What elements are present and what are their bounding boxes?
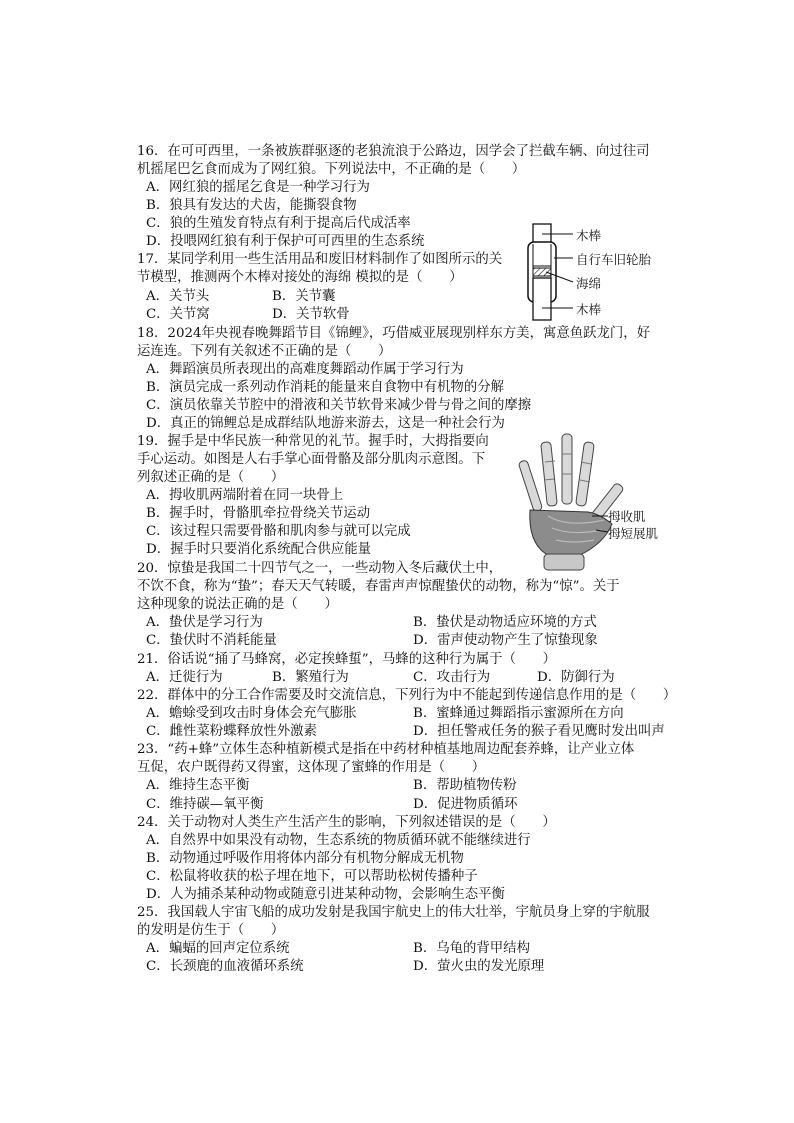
label-bike-tire: 自行车旧轮胎 [576,252,652,267]
q23-option-d: D．促进物质循环 [413,797,518,812]
q20-option-b: B．蛰伏是动物适应环境的方式 [413,615,597,630]
little-finger-bones [518,460,543,512]
q20-option-d: D．雷声使动物产生了惊蛰现象 [413,633,598,648]
q20-stem-line1: 20．惊蛰是我国二十四节气之一，一些动物入冬后藏伏土中， [137,561,503,576]
palm-muscles [530,510,612,556]
q17-option-b: B．关节囊 [272,289,336,304]
q23-option-c: C．维持碳—氧平衡 [146,797,264,812]
hand-skeleton-figure [508,432,674,572]
index-finger-bones [576,442,595,507]
q17-option-a: A．关节头 [146,289,210,304]
q22-stem: 22．群体中的分工合作需要及时交流信息，下列行为中不能起到传递信息作用的是（ ） [137,688,677,703]
label-wooden-stick-bottom: 木棒 [576,302,602,317]
q22-option-a: A．蟾蜍受到攻击时身体会充气膨胀 [146,706,357,721]
q19-stem-line3: 列叙述正确的是（ ） [137,470,285,485]
ring-finger-bones [541,442,558,507]
q21-option-b: B．繁殖行为 [272,670,349,685]
q16-option-a: A．网红狼的摇尾乞食是一种学习行为 [146,180,370,195]
q17-stem-line1: 17．某同学利用一些生活用品和废旧材料制作了如图所示的关 [137,252,503,267]
q25-stem-line1: 25．我国载人宇宙飞船的成功发射是我国宇航史上的伟大壮举，宇航员身上穿的宇航服 [137,905,650,920]
q18-option-a: A．舞蹈演员所表现出的高难度舞蹈动作属于学习行为 [146,362,464,377]
q18-option-c: C．演员依靠关节腔中的滑液和关节软骨来减少骨与骨之间的摩擦 [146,398,532,413]
q21-option-d: D．防御行为 [537,670,615,685]
label-adductor-pollicis: 拇收肌 [608,509,646,524]
q25-option-c: C．长颈鹿的血液循环系统 [146,959,304,974]
q16-option-c: C．狼的生殖发育特点有利于提高后代成活率 [146,216,411,231]
label-wooden-stick-top: 木棒 [576,228,602,243]
q18-stem-line1: 18．2024年央视春晚舞蹈节目《锦鲤》，巧借威亚展现别样东方美，寓意鱼跃龙门，好 [137,326,651,341]
hand-skeleton-drawing [508,432,674,572]
q19-option-a: A．拇收肌两端附着在同一块骨上 [146,488,344,503]
label-abductor-pollicis-brevis: 拇短展肌 [608,526,659,541]
label-sponge: 海绵 [576,276,602,291]
q18-option-d: D．真正的锦鲤总是成群结队地游来游去，这是一种社会行为 [146,416,505,431]
q19-option-c: C．该过程只需要骨骼和肌肉参与就可以完成 [146,524,411,539]
q23-option-b: B．帮助植物传粉 [413,778,517,793]
q21-stem: 21．俗话说“捅了马蜂窝，必定挨蜂蜇”，马蜂的这种行为属于（ ） [137,652,557,667]
q22-option-b: B．蜜蜂通过舞蹈指示蜜源所在方向 [413,706,624,721]
q25-stem-line2: 的发明是仿生于（ ） [137,923,285,938]
q20-option-a: A．蛰伏是学习行为 [146,615,263,630]
q17-option-d: D．关节软骨 [272,307,350,322]
q16-option-d: D．投喂网红狼有利于保护可可西里的生态系统 [146,234,425,249]
q17-stem-line2: 节模型，推测两个木棒对接处的海绵 模拟的是（ ） [137,270,463,285]
q23-option-a: A．维持生态平衡 [146,778,250,793]
q18-stem-line2: 运连连。下列有关叙述不正确的是（ ） [137,344,392,359]
q16-stem-line1: 16．在可可西里，一条被族群驱逐的老狼流浪于公路边，因学会了拦截车辆、向过往司 [137,144,650,159]
q19-stem-line1: 19．握手是中华民族一种常见的礼节。握手时，大拇指要向 [137,434,489,449]
q23-stem-line1: 23．“药+蜂”立体生态种植新模式是指在中药材种植基地周边配套养蜂，让产业立体 [137,742,635,757]
q24-option-c: C．松鼠将收获的松子埋在地下，可以帮助松树传播种子 [146,869,478,884]
q22-option-d: D．担任警戒任务的猴子看见鹰时发出叫声 [413,724,665,739]
lower-stick-shape [533,278,551,320]
middle-finger-bones [562,434,572,504]
q25-option-a: A．蝙蝠的回声定位系统 [146,941,290,956]
q24-stem: 24．关于动物对人类生产生活产生的影响，下列叙述错误的是（ ） [137,815,556,830]
q16-option-b: B．狼具有发达的犬齿，能撕裂食物 [146,198,357,213]
q23-stem-line2: 互促，农户既得药又得蜜，这体现了蜜蜂的作用是（ ） [137,760,486,775]
q21-option-c: C．攻击行为 [413,670,491,685]
q20-stem-line3: 这种现象的说法正确的是（ ） [137,597,338,612]
q20-stem-line2: 不饮不食，称为“蛰”；春天天气转暖，春雷声声惊醒蛰伏的动物，称为“惊”。关于 [137,579,620,594]
q24-option-d: D．人为捕杀某种动物或随意引进某种动物，会影响生态平衡 [146,887,505,902]
q24-option-b: B．动物通过呼吸作用将体内部分有机物分解成无机物 [146,851,464,866]
q25-option-b: B．乌龟的背甲结构 [413,941,530,956]
q19-option-d: D．握手时只要消化系统配合供应能量 [146,542,371,557]
q24-option-a: A．自然界中如果没有动物，生态系统的物质循环就不能继续进行 [146,833,531,848]
q19-option-b: B．握手时，骨骼肌牵拉骨绕关节运动 [146,506,371,521]
q16-stem-line2: 机摇尾巴乞食而成为了网红狼。下列说法中，不正确的是（ ） [137,162,526,177]
q17-option-c: C．关节窝 [146,307,210,322]
q20-option-c: C．蛰伏时不消耗能量 [146,633,277,648]
q19-stem-line2: 手心运动。如图是人右手掌心面骨骼及部分肌肉示意图。下 [137,452,486,467]
wrist-bones [544,554,584,570]
q18-option-b: B．演员完成一系列动作消耗的能量来自食物中有机物的分解 [146,380,504,395]
q22-option-c: C．雌性菜粉蝶释放性外激素 [146,724,317,739]
q21-option-a: A．迁徙行为 [146,670,223,685]
sponge-shape [533,268,551,276]
q25-option-d: D．萤火虫的发光原理 [413,959,545,974]
joint-model-figure [518,222,668,322]
